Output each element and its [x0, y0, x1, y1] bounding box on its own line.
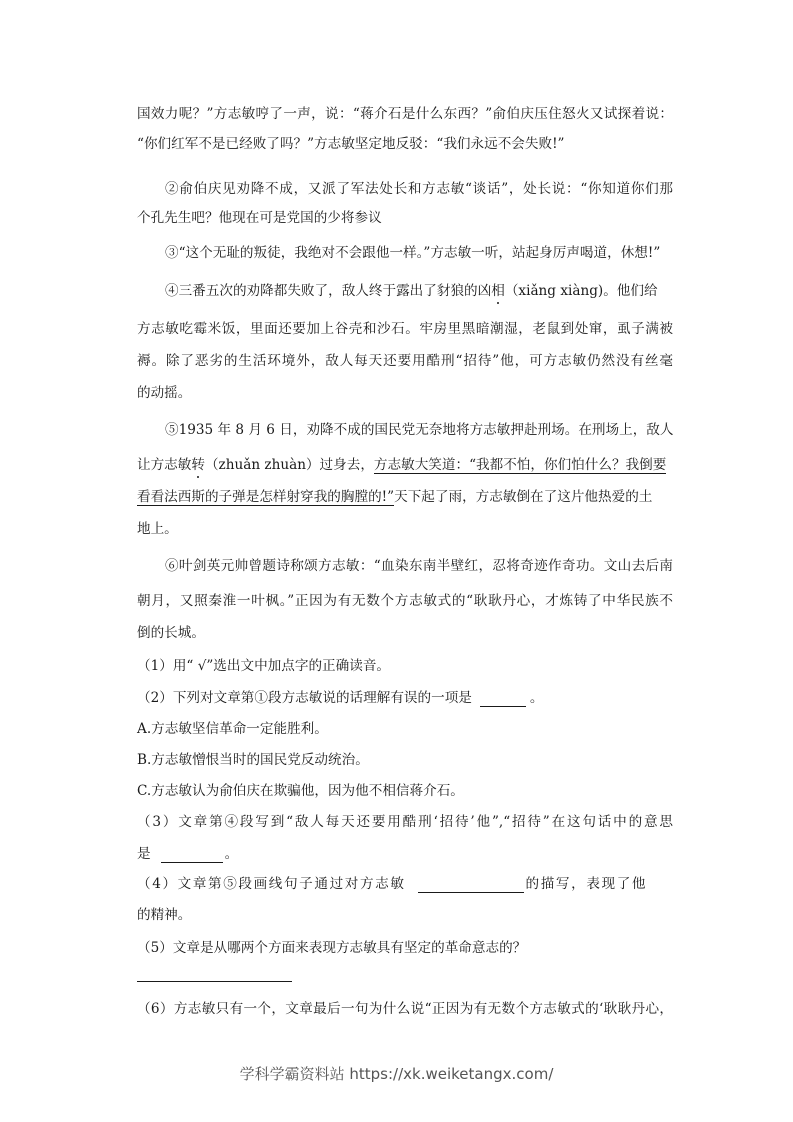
question-2-text: （2）下列对文章第①段方志敏说的话理解有误的一项是 — [137, 690, 472, 706]
question-5-answer-line[interactable] — [137, 981, 292, 982]
paragraph-5-line-2 — [137, 456, 666, 474]
question-3-line-1: （3）文章第④段写到“敌人每天还要用酷刑‘招待’他”,“招待”在这句话中的意思 — [137, 814, 673, 830]
question-1: （1）用“ √”选出文中加点字的正确读音。 — [137, 658, 391, 674]
paragraph-5-line-1: ⑤1935 年 8 月 6 日，劝降不成的国民党无奈地将方志敏押赴刑场。在刑场上，敌人 — [165, 422, 674, 438]
question-6: （6）方志敏只有一个，文章最后一句为什么说“正因为有无数个方志敏式的‘耿耿丹心， — [137, 1001, 673, 1017]
paragraph-4-line-1 — [165, 282, 658, 300]
paragraph-5-line-4: 地上。 — [137, 521, 178, 537]
question-2-answer-blank[interactable] — [480, 692, 526, 707]
dotted-char-xiang: 相 — [491, 283, 505, 299]
underlined-sentence-part-2: 看看法西斯的子弹是怎样射穿我的胸膛的!” — [137, 489, 395, 505]
paragraph-6-line-1: ⑥叶剑英元帅曾题诗称颂方志敏：“血染东南半壁红，忍将奇迹作奇功。文山去后南 — [165, 558, 673, 574]
underlined-sentence-part-1: 方志敏大笑道：“我都不怕，你们怕什么？我倒要 — [373, 457, 667, 473]
footer-watermark: 学科学霸资料站 https://xk.weiketangx.com/ — [239, 1065, 554, 1083]
question-4-line-1 — [137, 875, 647, 893]
paragraph-4-line-3: 褥。除了恶劣的生活环境外，敌人每天还要用酷刑“招待”他，可方志敏仍然没有丝毫 — [137, 353, 673, 369]
question-4-text-b: 的描写，表现了他 — [525, 876, 648, 892]
paragraph-3-line-1: ③“这个无耻的叛徒，我绝对不会跟他一样。”方志敏一听，站起身厉声喝道，休想!” — [165, 245, 661, 261]
option-a: A.方志敏坚信革命一定能胜利。 — [137, 721, 328, 737]
paragraph-4-line-2: 方志敏吃霉米饭，里面还要加上谷壳和沙石。牢房里黑暗潮湿，老鼠到处窜，虱子满被 — [137, 321, 673, 337]
paragraph-5-text-a: 让方志敏 — [137, 457, 192, 473]
paragraph-4-line-4: 的动摇。 — [137, 385, 192, 401]
paragraph-6-line-2: 朝月，又照秦淮一叶枫。”正因为有无数个方志敏式的“耿耿丹心，才炼铸了中华民族不 — [137, 593, 673, 609]
paragraph-5-text-b: （zhuǎn zhuàn）过身去， — [204, 457, 374, 473]
paragraph-2-line-2: 个孔先生吧？他现在可是党国的少将参议 — [137, 210, 382, 226]
question-4-line-2: 的精神。 — [137, 907, 192, 923]
question-3-answer-blank[interactable] — [161, 848, 223, 863]
option-b: B.方志敏憎恨当时的国民党反动统治。 — [137, 752, 369, 768]
dotted-char-zhuan: 转 — [191, 457, 205, 473]
paragraph-5-line-3 — [137, 488, 652, 506]
question-4-answer-blank[interactable] — [418, 878, 524, 893]
option-c: C.方志敏认为俞伯庆在欺骗他，因为他不相信蒋介石。 — [137, 783, 464, 799]
paragraph-5-text-c: 天下起了雨，方志敏倒在了这片他热爱的土 — [394, 489, 653, 505]
paragraph-4-text-a: ④三番五次的劝降都失败了，敌人终于露出了豺狼的凶 — [165, 283, 492, 299]
paragraph-2-line-1: ②俞伯庆见劝降不成，又派了军法处长和方志敏“谈话”，处长说：“你知道你们那 — [165, 181, 673, 197]
question-4-text-a: （4）文章第⑤段画线句子通过对方志敏 — [137, 876, 406, 892]
question-5: （5）文章是从哪两个方面来表现方志敏具有坚定的革命意志的？ — [137, 940, 527, 956]
question-3-end: 。 — [224, 846, 239, 862]
paragraph-1-line-1: 国效力呢？”方志敏哼了一声，说：“蒋介石是什么东西？”俞伯庆压住怒火又试探着说： — [137, 106, 673, 122]
question-2 — [137, 689, 544, 707]
paragraph-6-line-3: 倒的长城。 — [137, 625, 205, 641]
paragraph-1-line-2: “你们红军不是已经败了吗？”方志敏坚定地反驳：“我们永远不会失败!” — [137, 136, 565, 152]
paragraph-4-text-b: （xiǎng xiàng)。他们给 — [504, 283, 658, 299]
question-3-text: 是 — [137, 846, 151, 862]
question-3-line-2 — [137, 845, 238, 863]
question-2-end: 。 — [529, 690, 544, 706]
